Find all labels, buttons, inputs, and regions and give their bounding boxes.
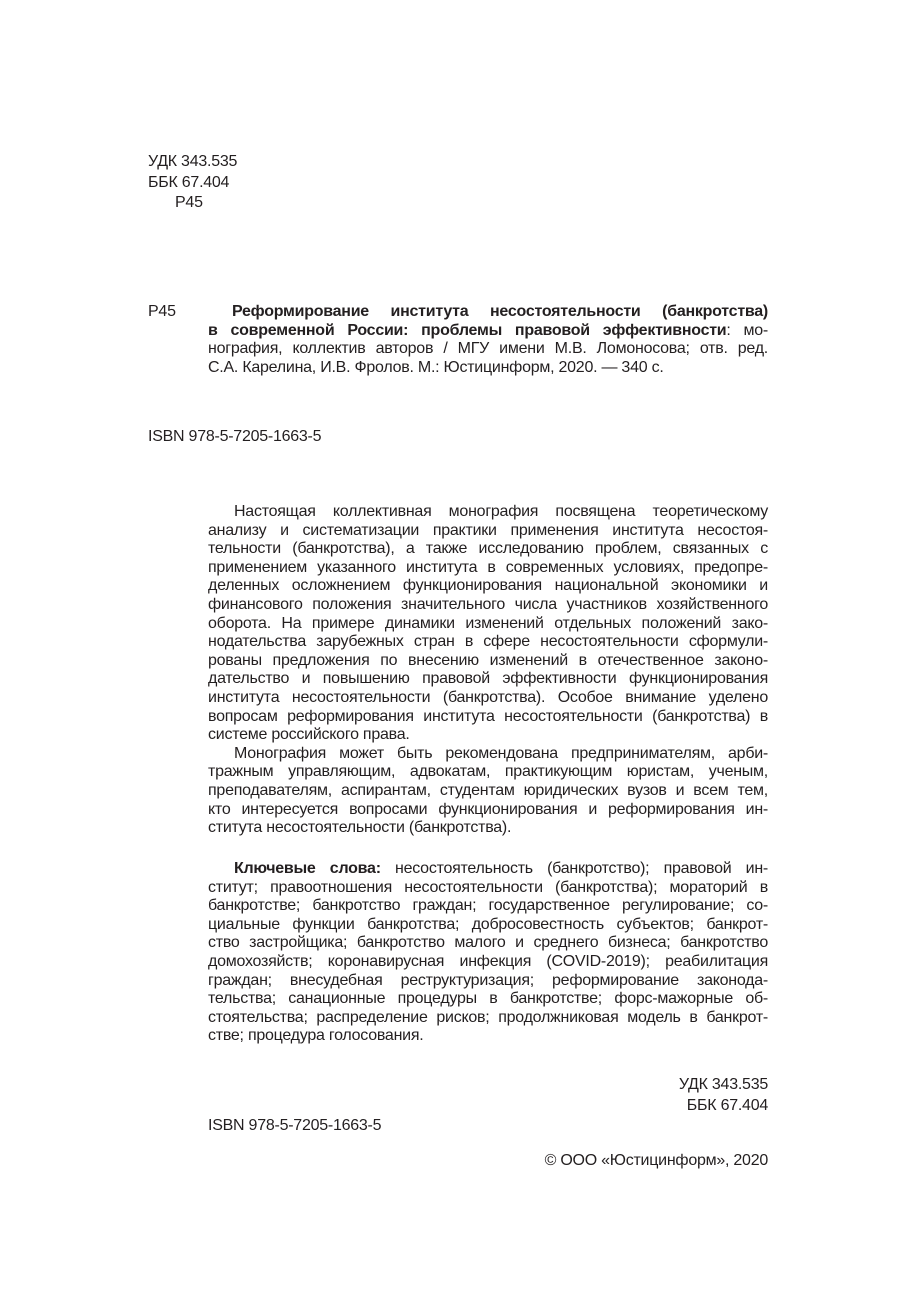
- udk-code: УДК 343.535: [148, 153, 238, 170]
- keywords-label: Ключевые слова:: [234, 860, 381, 877]
- catalog-mark: Р45: [148, 303, 176, 320]
- text-line: домохозяйств; коронавирусная инфекция (COVID-2019); реабилитация: [208, 952, 768, 970]
- abstract: [208, 503, 768, 838]
- title-line-2: в современной России: проблемы правовой эффективности: [208, 321, 727, 339]
- bbk-code: ББК 67.404: [148, 173, 230, 191]
- catalog-line: нография, коллектив авторов / МГУ имени М.В. Ломоносова; отв. ред.: [208, 340, 768, 358]
- text-line: ство застройщика; банкротство малого и среднего бизнеса; банкротство: [208, 934, 768, 952]
- text-line: тельства; санационные процедуры в банкротстве; форс-мажорные об-: [208, 990, 768, 1008]
- classification-codes: [148, 152, 237, 214]
- text-line: преподавателям, аспирантам, студентам юридических вузов и всем тем,: [208, 781, 768, 799]
- text-line: ститут; правоотношения несостоятельности (банкротства); мораторий в: [208, 878, 768, 896]
- title-line-1: Реформирование института несостоятельности (банкротства): [232, 303, 768, 320]
- text-line: циальные функции банкротства; добросовестность субъектов; банкрот-: [208, 915, 768, 933]
- text-line: системе российского права.: [208, 726, 410, 744]
- text-line: применением указанного института в современных условиях, предопре-: [208, 558, 768, 576]
- text-line: вопросам реформирования института несостоятельности (банкротства) в: [208, 707, 768, 725]
- text-line: оборота. На примере динамики изменений отдельных положений зако-: [208, 614, 768, 632]
- text-line: тельности (банкротства), а также исследованию проблем, связанных с: [208, 540, 768, 558]
- footer-codes: [679, 1075, 768, 1116]
- text-line: кто интересуется вопросами функционирования и реформирования ин-: [208, 800, 768, 818]
- text-line: деленных осложнением функционирования национальной экономики и: [208, 577, 768, 595]
- footer-bbk: ББК 67.404: [686, 1096, 768, 1114]
- copyright: © ООО «Юстицинформ», 2020: [544, 1152, 768, 1169]
- text-line: дательство и повышению правовой эффективности функционирования: [208, 670, 768, 688]
- text-line: финансового положения значительного числа участников хозяйственного: [208, 595, 768, 613]
- catalog-entry: [208, 303, 768, 377]
- text-line: нодательства зарубежных стран в сфере несостоятельности сформули-: [208, 633, 768, 651]
- text-line: рованы предложения по внесению изменений в отечественное законо-: [208, 651, 768, 669]
- footer-isbn: ISBN 978-5-7205-1663-5: [208, 1117, 382, 1134]
- text-line: ститута несостоятельности (банкротства).: [208, 819, 512, 837]
- text-line: Монография может быть рекомендована предпринимателям, арби-: [234, 744, 768, 762]
- isbn-top: ISBN 978-5-7205-1663-5: [148, 428, 322, 445]
- text-line: стве; процедура голосования.: [208, 1027, 424, 1045]
- text-line: тражным управляющим, адвокатам, практикующим юристам, ученым,: [208, 763, 768, 781]
- footer-udk: УДК 343.535: [678, 1076, 768, 1093]
- text-line: института несостоятельности (банкротства). Особое внимание уделено: [208, 688, 768, 706]
- catalog-line: С.А. Карелина, И.В. Фролов. М.: Юстицинформ, 2020. — 340 с.: [208, 358, 664, 376]
- keywords-line: несостоятельность (банкротство); правовой ин-: [380, 860, 768, 877]
- text-line: Настоящая коллективная монография посвящена теоретическому: [234, 503, 768, 520]
- text-line: банкротстве; банкротство граждан; государственное регулирование; со-: [208, 897, 768, 915]
- keywords: [208, 860, 768, 1046]
- text-line: стоятельства; распределение рисков; продолжниковая модель в банкрот-: [208, 1008, 768, 1026]
- text-line: граждан; внесудебная реструктуризация; реформирование законода-: [208, 971, 768, 989]
- text-line: анализу и систематизации практики применения института несостоя-: [208, 521, 768, 539]
- title-line-2-rest: : мо-: [726, 321, 768, 339]
- author-mark: Р45: [175, 194, 203, 211]
